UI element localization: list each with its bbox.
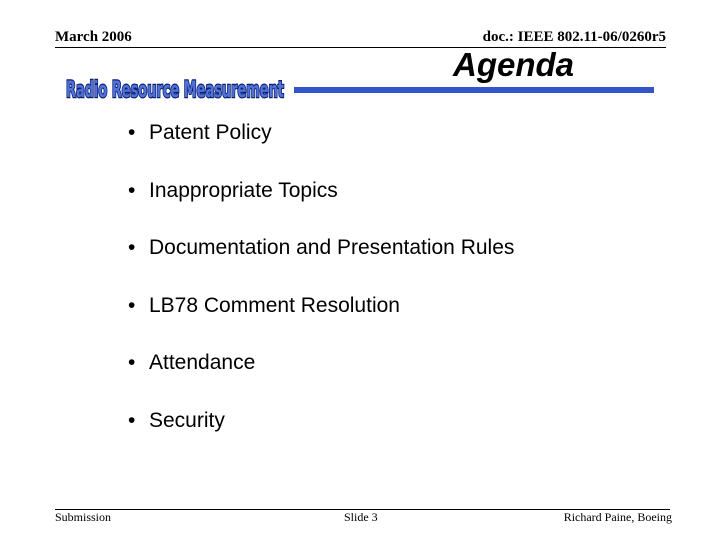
agenda-item-label: Attendance <box>149 351 256 375</box>
footer-submission: Submission <box>55 510 112 524</box>
bullet-icon: • <box>128 236 136 260</box>
header-rule <box>55 47 666 48</box>
agenda-item <box>128 406 514 464</box>
agenda-item <box>128 348 514 406</box>
bullet-icon: • <box>128 293 136 317</box>
bullet-icon: • <box>128 408 136 432</box>
bullet-icon: • <box>128 178 136 202</box>
title-accent-bar <box>294 87 654 93</box>
footer-author: Richard Paine, Boeing <box>563 510 672 524</box>
logo-text: Radio Resource Measurement <box>66 78 285 103</box>
agenda-item-label: Documentation and Presentation Rules <box>149 236 515 260</box>
footer-slide-number: Slide 3 <box>344 510 378 524</box>
agenda-item <box>128 291 514 349</box>
bullet-icon: • <box>128 121 136 144</box>
agenda-item-label: Patent Policy <box>149 121 272 144</box>
slide-title: Agenda <box>452 46 574 83</box>
agenda-item <box>128 118 514 176</box>
header-doc-id: doc.: IEEE 802.11-06/0260r5 <box>482 29 666 45</box>
agenda-list <box>128 118 514 464</box>
radio-resource-measurement-logo <box>64 73 286 103</box>
agenda-item-label: LB78 Comment Resolution <box>149 293 400 317</box>
agenda-item <box>128 176 514 234</box>
bullet-icon: • <box>128 351 136 375</box>
header-date: March 2006 <box>55 29 132 45</box>
agenda-item <box>128 233 514 291</box>
agenda-item-label: Inappropriate Topics <box>149 178 338 202</box>
agenda-item-label: Security <box>149 408 225 432</box>
